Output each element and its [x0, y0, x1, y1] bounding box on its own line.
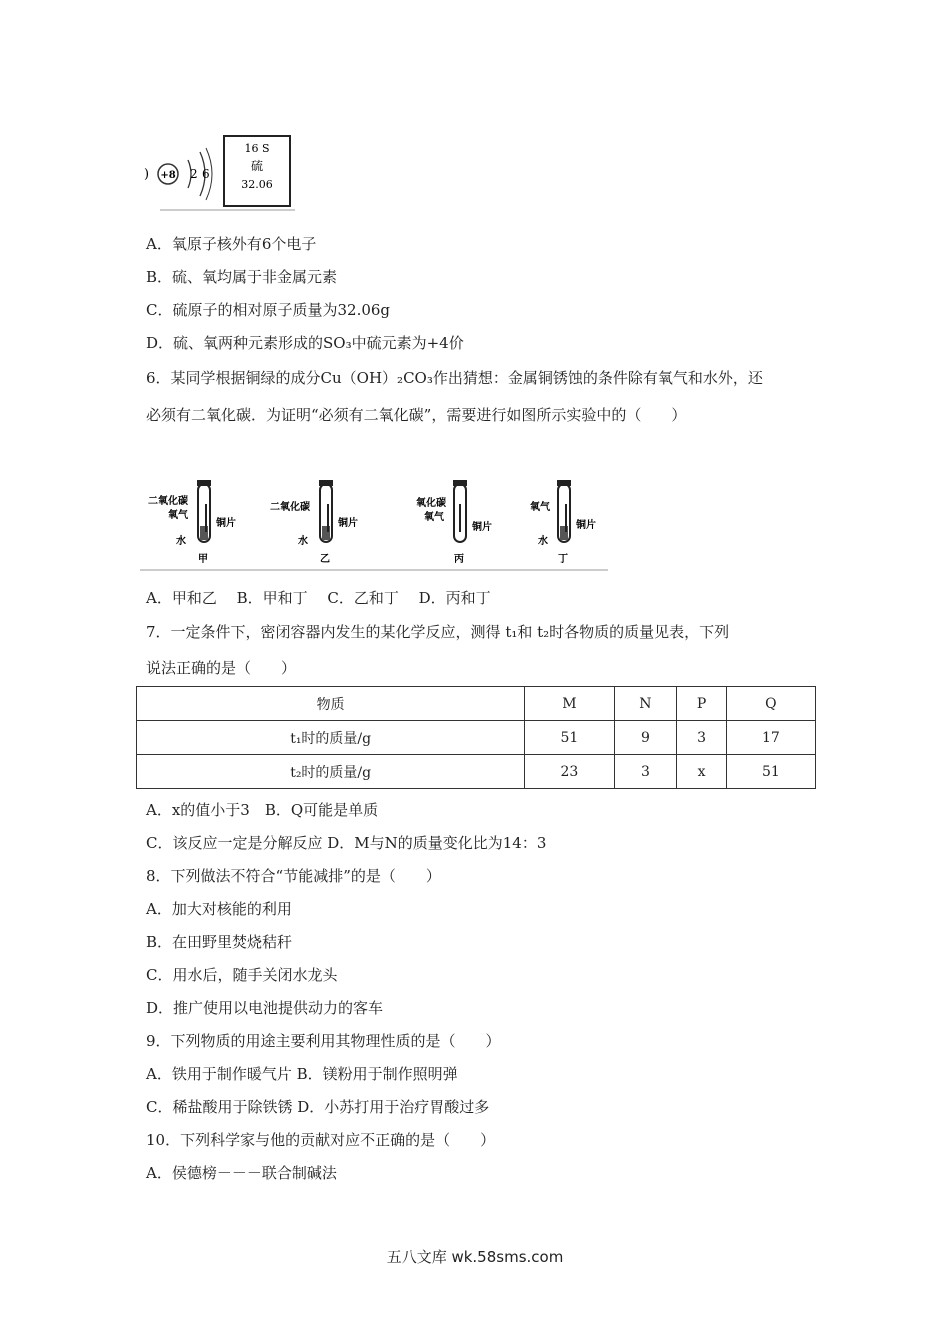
table-header-cell: 物质 [137, 687, 525, 721]
table-header-cell: P [677, 687, 726, 721]
figure-paren: ) [144, 167, 150, 182]
q7-options-cd: C．该反应一定是分解反应 D．M与N的质量变化比为14：3 [146, 834, 547, 852]
q6-stem-line2: 必须有二氧化碳．为证明“必须有二氧化碳”，需要进行如图所示实验中的（ ） [146, 406, 687, 424]
q9-options-ab: A．铁用于制作暖气片 B．镁粉用于制作照明弹 [146, 1065, 458, 1083]
q8-option-a: A．加大对核能的利用 [146, 900, 292, 918]
q8-option-b: B．在田野里焚烧秸秆 [146, 933, 293, 951]
table-header-cell: Q [726, 687, 815, 721]
q8-stem: 8．下列做法不符合“节能减排”的是（ ） [146, 867, 441, 885]
table-row [137, 755, 816, 789]
table-row [137, 721, 816, 755]
test-tubes-figure [140, 474, 610, 574]
q6-stem-line1: 6．某同学根据铜绿的成分Cu（OH）₂CO₃作出猜想：金属铜锈蚀的条件除有氧气和水外，还 [146, 369, 763, 387]
table-cell: x [677, 755, 726, 789]
q8-option-c: C．用水后，随手关闭水龙头 [146, 966, 338, 984]
tube-ding-name: 丁 [558, 554, 568, 565]
table-cell: 51 [525, 721, 614, 755]
q7-stem-line2: 说法正确的是（ ） [146, 659, 297, 677]
table-cell: 3 [677, 721, 726, 755]
tube-jia-name: 甲 [198, 554, 208, 565]
tube-yi-name: 乙 [320, 554, 330, 565]
table-header-cell: N [614, 687, 677, 721]
q5-option-c: C．硫原子的相对原子质量为32.06g [146, 301, 391, 319]
tube-ding-gas1: 氧气 [530, 502, 550, 513]
q5-option-d: D．硫、氧两种元素形成的SO₃中硫元素为+4价 [146, 334, 464, 352]
element-mass: 32.06 [241, 178, 273, 191]
tube-jia-gas1: 二氧化碳 [148, 496, 188, 507]
tube-jia-water: 水 [176, 536, 186, 547]
tube-bing-copper: 铜片 [472, 522, 492, 533]
tube-bing-name: 丙 [454, 554, 464, 565]
table-cell: 3 [614, 755, 677, 789]
tube-ding-copper: 铜片 [576, 520, 596, 531]
q8-option-d: D．推广使用以电池提供动力的客车 [146, 999, 384, 1017]
table-header-cell: M [525, 687, 614, 721]
q5-option-b: B．硫、氧均属于非金属元素 [146, 268, 338, 286]
table-cell: 17 [726, 721, 815, 755]
tube-bing [416, 480, 492, 565]
q5-option-a: A．氧原子核外有6个电子 [146, 235, 317, 253]
q6-options: A．甲和乙 B．甲和丁 C．乙和丁 D．丙和丁 [146, 589, 491, 607]
tube-jia-gas2: 氧气 [168, 510, 188, 521]
tube-yi-gas1: 二氧化碳 [270, 502, 310, 513]
table-cell: t₁时的质量/g [137, 721, 525, 755]
q9-stem: 9．下列物质的用途主要利用其物理性质的是（ ） [146, 1032, 501, 1050]
table-cell: t₂时的质量/g [137, 755, 525, 789]
tube-yi-water: 水 [298, 536, 308, 547]
page-footer: 五八文库 wk.58sms.com [386, 1248, 564, 1266]
q10-stem: 10．下列科学家与他的贡献对应不正确的是（ ） [146, 1131, 496, 1149]
q7-options-ab: A．x的值小于3 B．Q可能是单质 [146, 801, 379, 819]
q7-stem-line1: 7．一定条件下，密闭容器内发生的某化学反应，测得 t₁和 t₂时各物质的质量见表，下列 [146, 623, 730, 641]
tube-yi [270, 480, 358, 565]
tube-bing-gas2: 氧气 [424, 512, 444, 523]
table-header-row [137, 687, 816, 721]
table-cell: 51 [726, 755, 815, 789]
element-name: 硫 [250, 159, 264, 173]
shell2-count: 6 [202, 167, 210, 181]
q10-option-a: A．侯德榜－－－联合制碱法 [146, 1164, 337, 1182]
tube-ding [530, 480, 596, 565]
element-number-symbol: 16 S [244, 142, 270, 155]
tube-bing-gas1: 氧化碳 [416, 498, 446, 509]
shell1-count: 2 [190, 167, 198, 181]
tube-yi-copper: 铜片 [338, 518, 358, 529]
tube-jia-copper: 铜片 [216, 518, 236, 529]
mass-table [136, 686, 816, 789]
atom-element-figure [140, 130, 300, 215]
table-cell: 23 [525, 755, 614, 789]
tube-jia [148, 480, 236, 565]
q9-options-cd: C．稀盐酸用于除铁锈 D．小苏打用于治疗胃酸过多 [146, 1098, 490, 1116]
nucleus-charge: +8 [160, 170, 176, 181]
tube-ding-water: 水 [538, 536, 548, 547]
table-cell: 9 [614, 721, 677, 755]
